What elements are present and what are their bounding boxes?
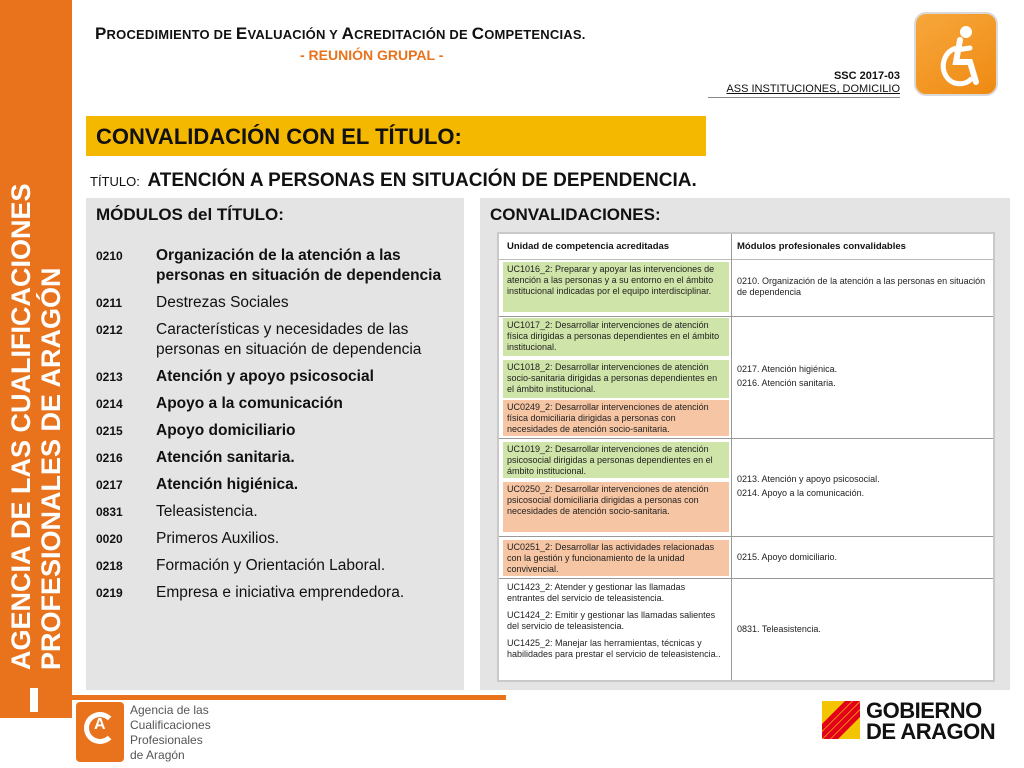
header-title: PROCEDIMIENTO DE EVALUACIÓN Y ACREDITACIÓN DE COMPETENCIAS. [95, 24, 586, 43]
modules-heading: MÓDULOS del TÍTULO: [96, 205, 284, 224]
module-item [86, 367, 464, 387]
module-name: Apoyo a la comunicación [156, 395, 343, 412]
module-name: Organización de la atención a las personas en situación de dependencia [156, 247, 442, 284]
convalidated-modules [737, 474, 989, 502]
convalidated-module-line: 0831. Teleasistencia. [737, 624, 821, 634]
module-name: Apoyo domiciliario [156, 422, 296, 439]
agency-logo-icon: A [76, 702, 124, 762]
module-item [86, 394, 464, 414]
module-code: 0218 [96, 559, 123, 573]
header-institution: ASS INSTITUCIONES, DOMICILIO [726, 83, 900, 95]
module-code: 0217 [96, 478, 123, 492]
module-item [86, 583, 464, 603]
page-title: CONVALIDACIÓN CON EL TÍTULO: [86, 116, 706, 156]
convalidaciones-heading: CONVALIDACIONES: [490, 205, 661, 224]
convalidated-modules [737, 276, 989, 301]
module-name: Atención higiénica. [156, 476, 299, 493]
module-name: Atención y apoyo psicosocial [156, 368, 374, 385]
competency-unit: UC0250_2: Desarrollar intervenciones de atención psicosocial domiciliaria dirigidas a personas con necesidades de atención socio-sanitaria. [503, 482, 729, 532]
competency-unit: UC1423_2: Atender y gestionar las llamadas entrantes del servicio de teleasistencia. [507, 582, 686, 603]
module-item [86, 320, 464, 360]
convalidated-modules [737, 552, 989, 566]
competency-unit: UC1018_2: Desarrollar intervenciones de atención socio-sanitaria dirigidas a personas dependientes en el ámbito institucional. [503, 360, 729, 398]
row-divider [499, 438, 993, 439]
table-header [499, 234, 993, 260]
convalidated-modules [737, 364, 989, 392]
titulo-line [90, 170, 697, 192]
competency-unit: UC1425_2: Manejar las herramientas, técnicas y habilidades para prestar el servicio de teleasistencia.. [507, 638, 721, 659]
competency-unit: UC1017_2: Desarrollar intervenciones de atención física dirigidas a personas dependientes en el ámbito institucional. [503, 318, 729, 356]
sidebar-line-2: PROFESIONALES DE ARAGÓN [36, 267, 66, 670]
module-code: 0211 [96, 296, 123, 310]
footer-divider [72, 695, 506, 700]
column-header-modules: Módulos profesionales convalidables [737, 241, 906, 252]
convalidated-module-line: 0210. Organización de la atención a las personas en situación de dependencia [737, 276, 986, 297]
sidebar-mark [30, 688, 38, 712]
convalidated-modules [737, 624, 989, 638]
titulo-label: TÍTULO: [90, 174, 140, 189]
row-divider [499, 316, 993, 317]
convalidated-module-line: 0214. Apoyo a la comunicación. [737, 488, 865, 498]
agency-name: Agencia de las Cualificaciones Profesionales de Aragón [130, 703, 211, 762]
module-item [86, 246, 464, 286]
convalidated-module-line: 0215. Apoyo domiciliario. [737, 552, 838, 562]
competency-unit: UC1019_2: Desarrollar intervenciones de atención psicosocial dirigidas a personas dependientes en el ámbito institucional. [503, 442, 729, 478]
government-logo: GOBIERNO DE ARAGON [866, 698, 996, 744]
convalidaciones-table [497, 232, 995, 682]
module-item [86, 502, 464, 522]
row-divider [499, 536, 993, 537]
module-code: 0216 [96, 451, 123, 465]
header-code: SSC 2017-03 [833, 70, 900, 82]
modules-panel [86, 198, 464, 690]
titulo-value: ATENCIÓN A PERSONAS EN SITUACIÓN DE DEPENDENCIA. [147, 170, 697, 191]
row-divider [499, 578, 993, 579]
competency-unit: UC1424_2: Emitir y gestionar las llamadas salientes del servicio de teleasistencia. [507, 610, 716, 631]
module-code: 0210 [96, 249, 123, 263]
module-item [86, 448, 464, 468]
convalidated-module-line: 0216. Atención sanitaria. [737, 378, 836, 388]
module-code: 0214 [96, 397, 123, 411]
module-name: Primeros Auxilios. [156, 530, 280, 547]
module-item [86, 529, 464, 549]
module-item [86, 556, 464, 576]
module-name: Teleasistencia. [156, 503, 258, 520]
module-item [86, 421, 464, 441]
module-item [86, 293, 464, 313]
module-code: 0215 [96, 424, 123, 438]
column-divider [731, 234, 732, 680]
module-name: Empresa e iniciativa emprendedora. [156, 584, 405, 601]
module-code: 0212 [96, 323, 123, 337]
aragon-flag-icon [822, 701, 860, 739]
column-header-units: Unidad de competencia acreditadas [507, 241, 670, 252]
header-subtitle: - REUNIÓN GRUPAL - [300, 47, 444, 63]
module-code: 0831 [96, 505, 123, 519]
header-divider [708, 97, 900, 98]
module-item [86, 475, 464, 495]
convalidated-module-line: 0217. Atención higiénica. [737, 364, 838, 374]
module-name: Atención sanitaria. [156, 449, 295, 466]
sidebar-text [0, 0, 72, 700]
module-name: Formación y Orientación Laboral. [156, 557, 386, 574]
module-code: 0213 [96, 370, 123, 384]
convalidated-module-line: 0213. Atención y apoyo psicosocial. [737, 474, 880, 484]
module-code: 0219 [96, 586, 123, 600]
wheelchair-logo-icon [914, 12, 998, 96]
module-code: 0020 [96, 532, 123, 546]
competency-unit: UC1016_2: Preparar y apoyar las intervenciones de atención a las personas y a su entorno en el ámbito institucional indicadas por el equipo interdisciplinar. [503, 262, 729, 312]
module-name: Características y necesidades de las personas en situación de dependencia [156, 321, 422, 358]
competency-unit: UC0251_2: Desarrollar las actividades relacionadas con la gestión y funcionamiento de la unidad convivencial. [503, 540, 729, 576]
competency-unit: UC0249_2: Desarrollar intervenciones de atención física domiciliaria dirigidas a personas con necesidades de atención socio-sanitaria. [503, 400, 729, 436]
module-name: Destrezas Sociales [156, 294, 289, 311]
modules-list [86, 246, 464, 610]
sidebar-line-1: AGENCIA DE LAS CUALIFICACIONES [6, 183, 36, 670]
